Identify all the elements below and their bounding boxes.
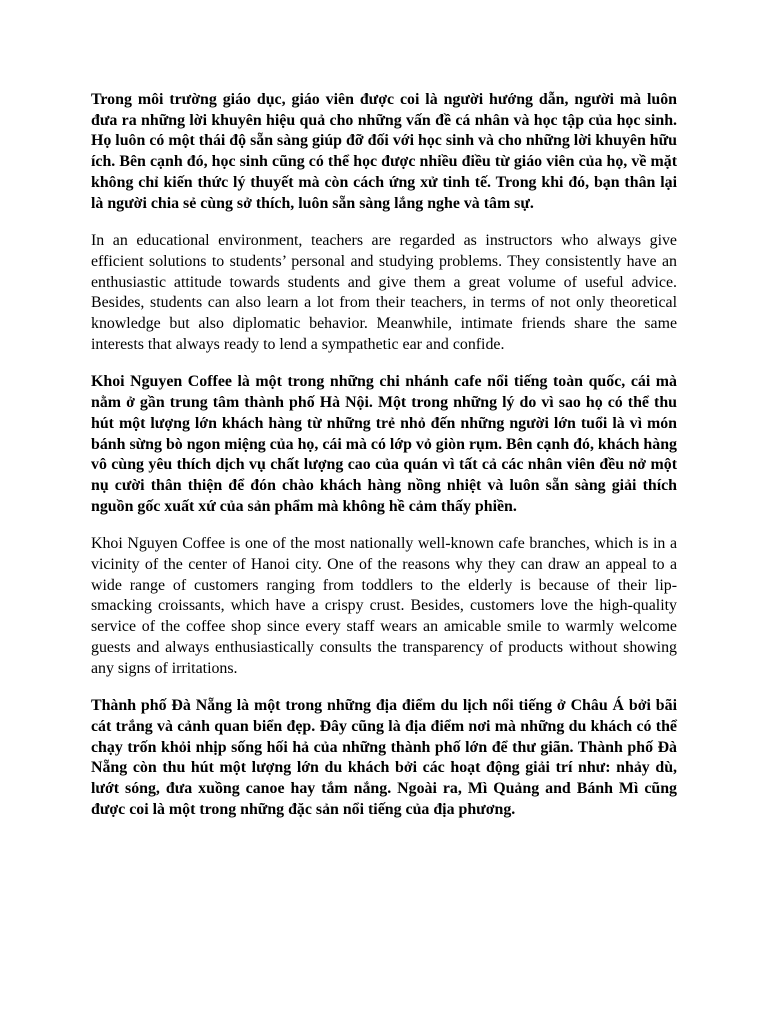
paragraph-vietnamese-coffee: Khoi Nguyen Coffee là một trong những chi nhánh cafe nổi tiếng toàn quốc, cái mà nằm ở gần trung tâm thành phố Hà Nội. Một trong những lý do vì sao họ có thể thu hút một lượng lớn khách hàng từ những trẻ nhỏ đến những người lớn tuổi là vì món bánh sừng bò ngon miệng của họ, cái mà có lớp vỏ giòn rụm. Bên cạnh đó, khách hàng vô cùng yêu thích dịch vụ chất lượng cao của quán vì tất cả các nhân viên đều nở một nụ cười thân thiện để đón chào khách hàng nồng nhiệt và luôn sẵn sàng giải thích nguồn gốc xuất xứ của sản phẩm mà không hề cảm thấy phiền. [91,373,677,515]
document-page [91,90,677,838]
paragraph-english-coffee: Khoi Nguyen Coffee is one of the most nationally well-known cafe branches, which is in a vicinity of the center of Hanoi city. One of the reasons why they can draw an appeal to a wide range of customers ranging from toddlers to the elderly is because of their lip-smacking croissants, which have a crispy crust. Besides, customers love the high-quality service of the coffee shop since every staff wears an amicable smile to warmly welcome guests and always enthusiastically consults the transparency of products without showing any signs of irritations. [91,535,677,677]
paragraph-vietnamese-danang: Thành phố Đà Nẵng là một trong những địa điểm du lịch nổi tiếng ở Châu Á bởi bãi cát trắng và cảnh quan biển đẹp. Đây cũng là địa điểm nơi mà những du khách có thể chạy trốn khỏi nhịp sống hối hả của những thành phố lớn để thư giãn. Thành phố Đà Nẵng còn thu hút một lượng lớn du khách bởi các hoạt động giải trí như: nhảy dù, lướt sóng, đưa xuồng canoe hay tắm nắng. Ngoài ra, Mì Quảng and Bánh Mì cũng được coi là một trong những đặc sản nổi tiếng của địa phương. [91,697,677,818]
paragraph-english-teachers: In an educational environment, teachers are regarded as instructors who always give efficient solutions to students’ personal and studying problems. They consistently have an enthusiastic attitude towards students and give them a great volume of useful advice. Besides, students can also learn a lot from their teachers, in terms of not only theoretical knowledge but also diplomatic behavior. Meanwhile, intimate friends share the same interests that always ready to lend a sympathetic ear and confide. [91,232,677,353]
paragraph-vietnamese-teachers: Trong môi trường giáo dục, giáo viên được coi là người hướng dẫn, người mà luôn đưa ra những lời khuyên hiệu quả cho những vấn đề cá nhân và học tập của học sinh. Họ luôn có một thái độ sẵn sàng giúp đỡ đối với học sinh và cho những lời khuyên hữu ích. Bên cạnh đó, học sinh cũng có thể học được nhiều điều từ giáo viên của họ, về mặt không chỉ kiến thức lý thuyết mà còn cách ứng xử tinh tế. Trong khi đó, bạn thân lại là người chia sẻ cùng sở thích, luôn sẵn sàng lắng nghe và tâm sự. [91,91,677,212]
